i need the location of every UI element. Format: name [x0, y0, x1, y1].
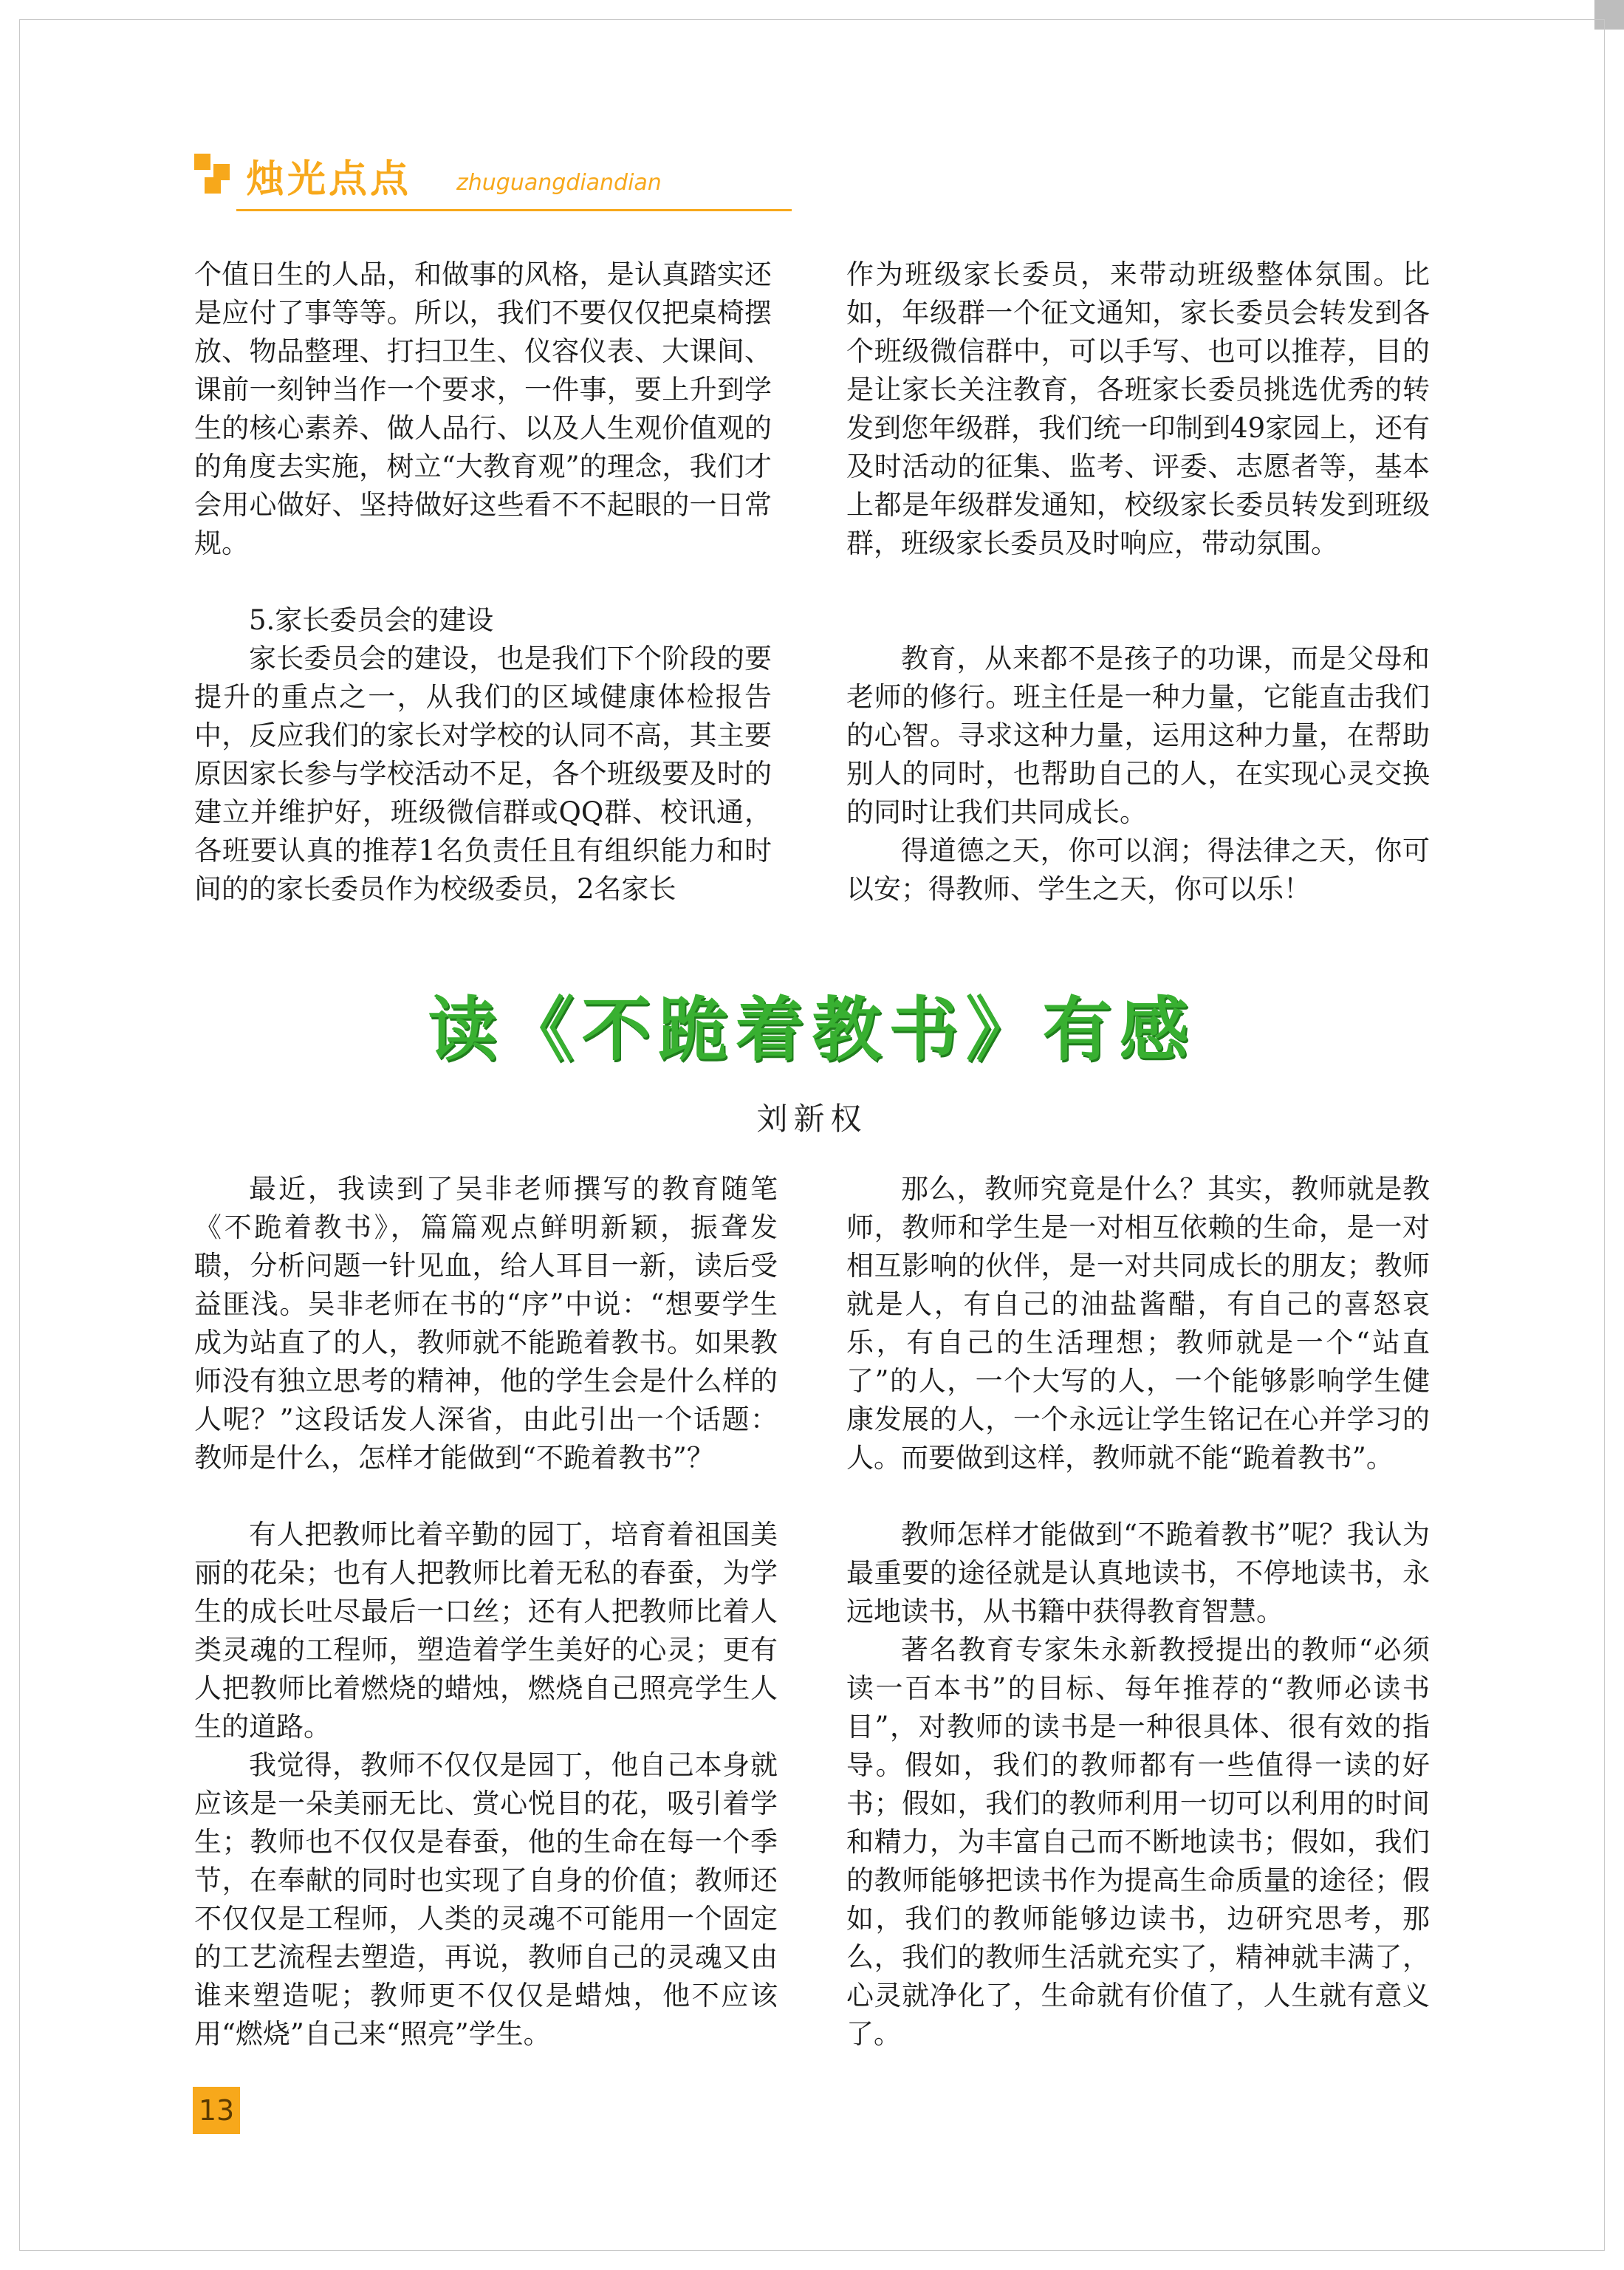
- paragraph: 家长委员会的建设，也是我们下个阶段的要提升的重点之一，从我们的区域健康体检报告中，反应我们的家长对学校的认同不高，其主要原因家长参与学校活动不足，各个班级要及时的建立并维护好，班级微信群或QQ群、校讯通，各班要认真的推荐1名负责任且有组织能力和时间的的家长委员作为校级委员，2名家长: [194, 643, 772, 905]
- header-logo-icon: [194, 154, 234, 194]
- article-author: 刘新权: [756, 1101, 868, 1137]
- paragraph: 著名教育专家朱永新教授提出的教师“必须读一百本书”的目标、每年推荐的“教师必读书目”，对教师的读书是一种很具体、很有效的指导。假如，我们的教师都有一些值得一读的好书；假如，我们的教师利用一切可以利用的时间和精力，为丰富自己而不断地读书；假如，我们的教师能够把读书作为提高生命质量的途径；假如，我们的教师能够边读书，边研究思考，那么，我们的教师生活就充实了，精神就丰满了，心灵就净化了，生命就有价值了，人生就有意义了。: [846, 1634, 1430, 2050]
- paragraph: 最近，我读到了吴非老师撰写的教育随笔《不跪着教书》，篇篇观点鲜明新颖，振聋发聩，分析问题一针见血，给人耳目一新，读后受益匪浅。吴非老师在书的“序”中说：“想要学生成为站直了的人，教师就不能跪着教书。如果教师没有独立思考的精神，他的学生会是什么样的人呢？”这段话发人深省，由此引出一个话题：教师是什么，怎样才能做到“不跪着教书”？: [194, 1173, 778, 1474]
- paragraph: 教师怎样才能做到“不跪着教书”呢？我认为最重要的途径就是认真地读书，不停地读书，永远地读书，从书籍中获得教育智慧。: [846, 1519, 1430, 1627]
- paragraph: 教育，从来都不是孩子的功课，而是父母和老师的修行。班主任是一种力量，它能直击我们的心智。寻求这种力量，运用这种力量，在帮助别人的同时，也帮助自己的人，在实现心灵交换的同时让我们共同成长。: [846, 643, 1430, 828]
- section-heading: 5.家长委员会的建设: [249, 604, 494, 636]
- paragraph: 得道德之天，你可以润；得法律之天，你可以安；得教师、学生之天，你可以乐！: [846, 835, 1430, 905]
- section-title: 烛光点点: [246, 157, 412, 202]
- paragraph: 那么，教师究竟是什么？其实，教师就是教师，教师和学生是一对相互依赖的生命，是一对相互影响的伙伴，是一对共同成长的朋友；教师就是人，有自己的油盐酱醋，有自己的喜怒哀乐，有自己的生活理想；教师就是一个“站直了”的人，一个大写的人，一个能够影响学生健康发展的人，一个永远让学生铭记在心并学习的人。而要做到这样，教师就不能“跪着教书”。: [846, 1173, 1430, 1474]
- paragraph: 有人把教师比着辛勤的园丁，培育着祖国美丽的花朵；也有人把教师比着无私的春蚕，为学生的成长吐尽最后一口丝；还有人把教师比着人类灵魂的工程师，塑造着学生美好的心灵；更有人把教师比着燃烧的蜡烛，燃烧自己照亮学生人生的道路。: [194, 1519, 778, 1743]
- corner-tab: [1594, 0, 1624, 30]
- article-title: 读《不跪着教书》有感: [428, 990, 1196, 1070]
- paragraph: 作为班级家长委员，来带动班级整体氛围。比如，年级群一个征文通知，家长委员会转发到各个班级微信群中，可以手写、也可以推荐，目的是让家长关注教育，各班家长委员挑选优秀的转发到您年级群，我们统一印制到49家园上，还有及时活动的征集、监考、评委、志愿者等，基本上都是年级群发通知，校级家长委员转发到班级群，班级家长委员及时响应，带动氛围。: [846, 259, 1430, 559]
- paragraph: 我觉得，教师不仅仅是园丁，他自己本身就应该是一朵美丽无比、赏心悦目的花，吸引着学生；教师也不仅仅是春蚕，他的生命在每一个季节，在奉献的同时也实现了自身的价值；教师还不仅仅是工程师，人类的灵魂不可能用一个固定的工艺流程去塑造，再说，教师自己的灵魂又由谁来塑造呢；教师更不仅仅是蜡烛，他不应该用“燃烧”自己来“照亮”学生。: [194, 1749, 778, 2050]
- header-rule: [236, 209, 792, 211]
- section-subtitle: zhuguangdiandian: [456, 170, 662, 196]
- page-number: 13: [198, 2094, 235, 2127]
- paragraph: 个值日生的人品，和做事的风格，是认真踏实还是应付了事等等。所以，我们不要仅仅把桌椅摆放、物品整理、打扫卫生、仪容仪表、大课间、课前一刻钟当作一个要求，一件事，要上升到学生的核心素养、做人品行、以及人生观价值观的的角度去实施，树立“大教育观”的理念，我们才会用心做好、坚持做好这些看不不起眼的一日常规。: [194, 259, 772, 559]
